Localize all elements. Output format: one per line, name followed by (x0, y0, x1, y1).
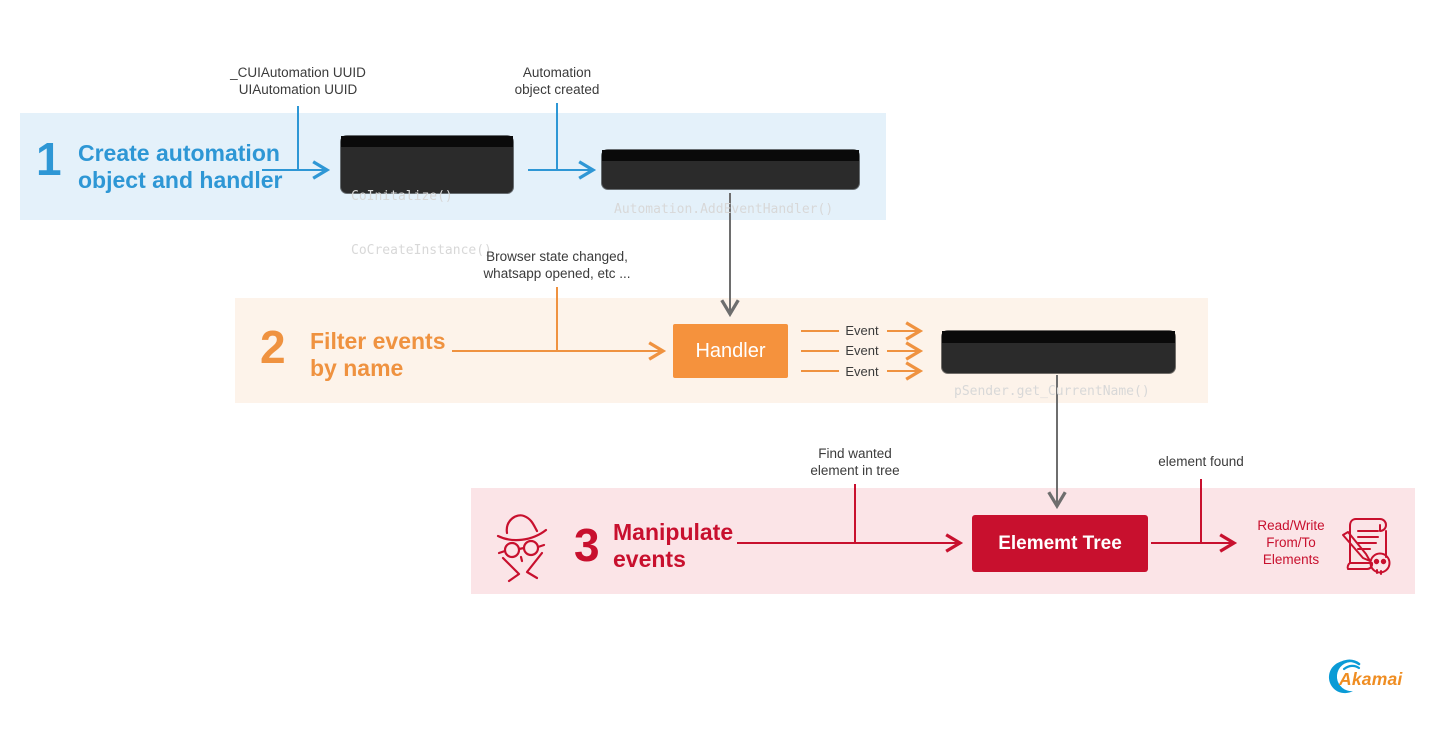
step3-title-line1: Manipulate (613, 519, 734, 545)
uuid-annotation-line2: UIAutomation UUID (238, 82, 358, 97)
element-found-annotation: element found (1158, 454, 1244, 469)
find-wanted-line2: element in tree (810, 463, 900, 478)
scroll-skull-icon (1336, 511, 1396, 579)
browser-state-annotation (437, 248, 677, 282)
code-box-titlebar (942, 331, 1175, 343)
getcurrentname-code-text: pSender.get_CurrentName() (954, 384, 1150, 399)
find-wanted-annotation (775, 445, 935, 479)
akamai-wordmark: Akamai (1339, 669, 1403, 689)
spy-icon (490, 508, 554, 584)
event-label-2: Event (845, 343, 879, 358)
automation-created-line2: object created (514, 82, 600, 97)
element-tree-node: Elememt Tree (972, 515, 1148, 572)
step1-title-line2: object and handler (78, 167, 283, 193)
browser-state-line1: Browser state changed, (486, 249, 628, 264)
read-write-line2: From/To (1266, 535, 1316, 550)
uuid-annotation-line1: _CUIAutomation UUID (230, 65, 366, 80)
step2-number: 2 (260, 321, 286, 373)
getcurrentname-code-box (942, 331, 1175, 399)
read-write-label (1246, 517, 1336, 568)
step1-title-line1: Create automation (78, 140, 280, 166)
read-write-line3: Elements (1262, 552, 1320, 567)
event-label-1: Event (845, 323, 879, 338)
step3-number: 3 (574, 519, 600, 571)
akamai-logo (1322, 658, 1418, 700)
handler-node: Handler (673, 324, 788, 378)
step3-title-line2: events (613, 546, 686, 572)
uuid-annotation (198, 64, 398, 98)
step2-title-line2: by name (310, 355, 404, 381)
step3-title (613, 519, 733, 573)
browser-state-line2: whatsapp opened, etc ... (483, 266, 631, 281)
addeventhandler-code-text: Automation.AddEventHandler() (614, 202, 834, 217)
find-wanted-line1: Find wanted (818, 446, 892, 461)
step2-title-line1: Filter events (310, 328, 446, 354)
read-write-line1: Read/Write (1257, 518, 1325, 533)
code-box-titlebar (602, 150, 859, 161)
coinitialize-code-text: CoInitalize() CoCreateInstance() (351, 189, 492, 258)
code-box-titlebar (341, 136, 513, 147)
event-label-3: Event (845, 364, 879, 379)
automation-created-annotation (477, 64, 637, 98)
step2-title (310, 328, 446, 382)
step1-title (78, 140, 282, 194)
coinitialize-code-box (341, 136, 513, 258)
addeventhandler-code-box (602, 150, 859, 217)
step1-number: 1 (36, 133, 62, 185)
automation-created-line1: Automation (522, 65, 592, 80)
